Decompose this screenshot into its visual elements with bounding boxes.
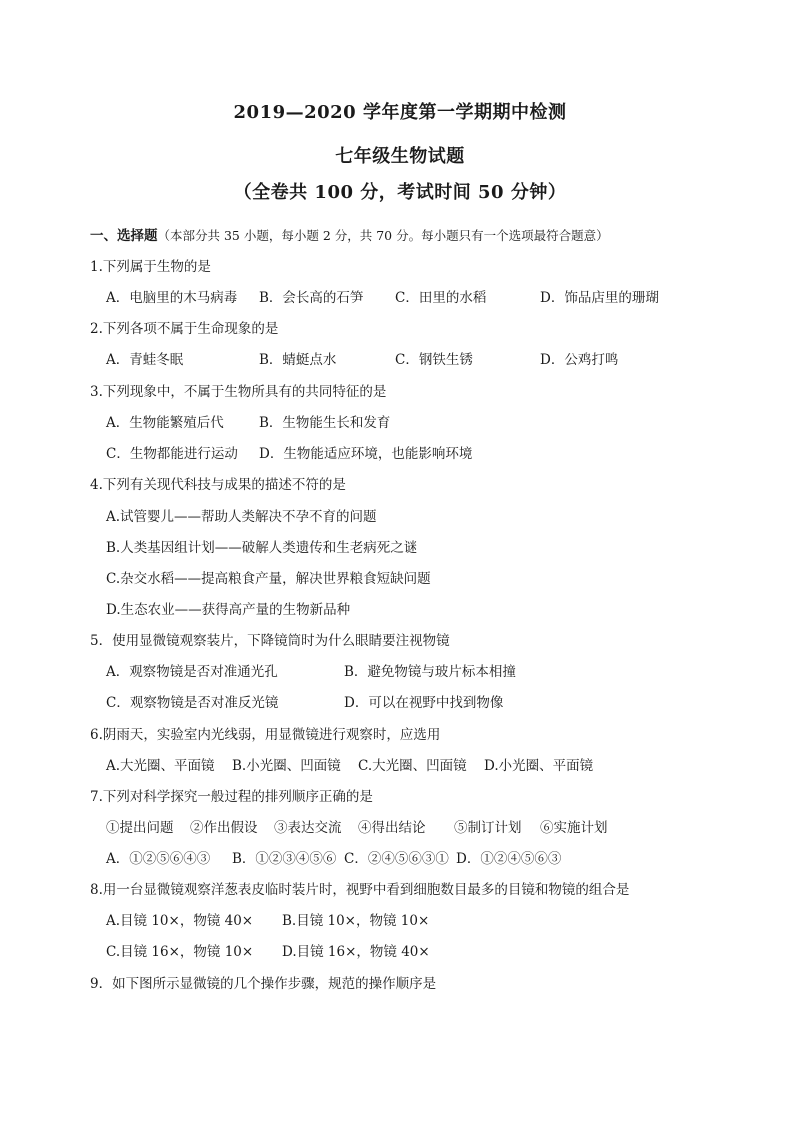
question-stem: 3.下列现象中，不属于生物所具有的共同特征的是 xyxy=(90,384,387,400)
section-heading xyxy=(90,226,609,246)
option: B．会长高的石笋 xyxy=(259,290,364,306)
option: C.大光圈、凹面镜 xyxy=(358,758,467,774)
option: C．观察物镜是否对准反光镜 xyxy=(106,695,279,711)
option: D.生态农业——获得高产量的生物新品种 xyxy=(106,602,351,618)
option: B．避免物镜与玻片标本相撞 xyxy=(344,664,516,680)
option: B．生物能生长和发育 xyxy=(259,415,391,431)
step: ③表达交流 xyxy=(274,820,342,836)
steps-row xyxy=(106,818,608,838)
option: A．电脑里的木马病毒 xyxy=(106,290,238,306)
option: B.人类基因组计划——破解人类遗传和生老病死之谜 xyxy=(106,540,418,556)
option: D．①②④⑤⑥③ xyxy=(456,851,562,867)
option: D．生物能适应环境，也能影响环境 xyxy=(259,446,473,462)
option: A.试管婴儿——帮助人类解决不孕不育的问题 xyxy=(106,509,377,525)
step: ②作出假设 xyxy=(190,820,258,836)
step: ④得出结论 xyxy=(358,820,426,836)
option: D．饰品店里的珊瑚 xyxy=(540,290,659,306)
option: A．观察物镜是否对准通光孔 xyxy=(106,664,278,680)
option: C．田里的水稻 xyxy=(395,290,487,306)
step: ⑤制订计划 xyxy=(454,820,522,836)
option: A．青蛙冬眠 xyxy=(106,352,184,368)
option: B．蜻蜓点水 xyxy=(259,352,337,368)
option-row xyxy=(106,756,593,776)
option: D.小光圈、平面镜 xyxy=(484,758,594,774)
option: A.目镜 10×，物镜 40× xyxy=(106,913,254,929)
option: A．①②⑤⑥④③ xyxy=(106,851,211,867)
question-stem: 7.下列对科学探究一般过程的排列顺序正确的是 xyxy=(90,789,373,805)
question-stem: 4.下列有关现代科技与成果的描述不符的是 xyxy=(90,477,346,493)
option-row xyxy=(106,849,561,869)
option-row xyxy=(106,444,472,464)
option: C．②④⑤⑥③① xyxy=(344,851,449,867)
option: B.目镜 10×，物镜 10× xyxy=(282,913,430,929)
option-row xyxy=(106,693,503,713)
option: C.杂交水稻——提高粮食产量，解决世界粮食短缺问题 xyxy=(106,571,431,587)
option: D．可以在视野中找到物像 xyxy=(344,695,504,711)
question-stem: 6.阴雨天，实验室内光线弱，用显微镜进行观察时，应选用 xyxy=(90,727,441,743)
option-row xyxy=(106,350,618,370)
option-row xyxy=(106,413,390,433)
exam-note: （全卷共 100 分，考试时间 50 分钟） xyxy=(233,182,567,203)
option: C．钢铁生锈 xyxy=(395,352,473,368)
question-stem: 1.下列属于生物的是 xyxy=(90,259,211,275)
option-row xyxy=(106,942,430,962)
exam-title: 2019—2020 学年度第一学期期中检测 xyxy=(233,102,567,123)
option-row xyxy=(106,911,429,931)
option: D．公鸡打鸣 xyxy=(540,352,619,368)
exam-subtitle: 七年级生物试题 xyxy=(335,146,465,167)
question-stem: 5．使用显微镜观察装片，下降镜筒时为什么眼睛要注视物镜 xyxy=(90,633,450,649)
option-row xyxy=(106,288,659,308)
step: ⑥实施计划 xyxy=(540,820,608,836)
option: C．生物都能进行运动 xyxy=(106,446,238,462)
question-stem: 9．如下图所示显微镜的几个操作步骤，规范的操作顺序是 xyxy=(90,976,437,992)
question-stem: 8.用一台显微镜观察洋葱表皮临时装片时，视野中看到细胞数目最多的目镜和物镜的组合是 xyxy=(90,882,630,898)
option: A．生物能繁殖后代 xyxy=(106,415,224,431)
step: ①提出问题 xyxy=(106,820,174,836)
question-stem: 2.下列各项不属于生命现象的是 xyxy=(90,321,279,337)
option: A.大光圈、平面镜 xyxy=(106,758,215,774)
section-desc: （本部分共 35 小题，每小题 2 分，共 70 分。每小题只有一个选项最符合题意） xyxy=(157,228,609,243)
option: B.小光圈、凹面镜 xyxy=(232,758,341,774)
option: C.目镜 16×，物镜 10× xyxy=(106,944,254,960)
option-row xyxy=(106,662,516,682)
section-label: 一、选择题 xyxy=(90,228,158,244)
option: D.目镜 16×，物镜 40× xyxy=(282,944,430,960)
option: B．①②③④⑤⑥ xyxy=(232,851,337,867)
